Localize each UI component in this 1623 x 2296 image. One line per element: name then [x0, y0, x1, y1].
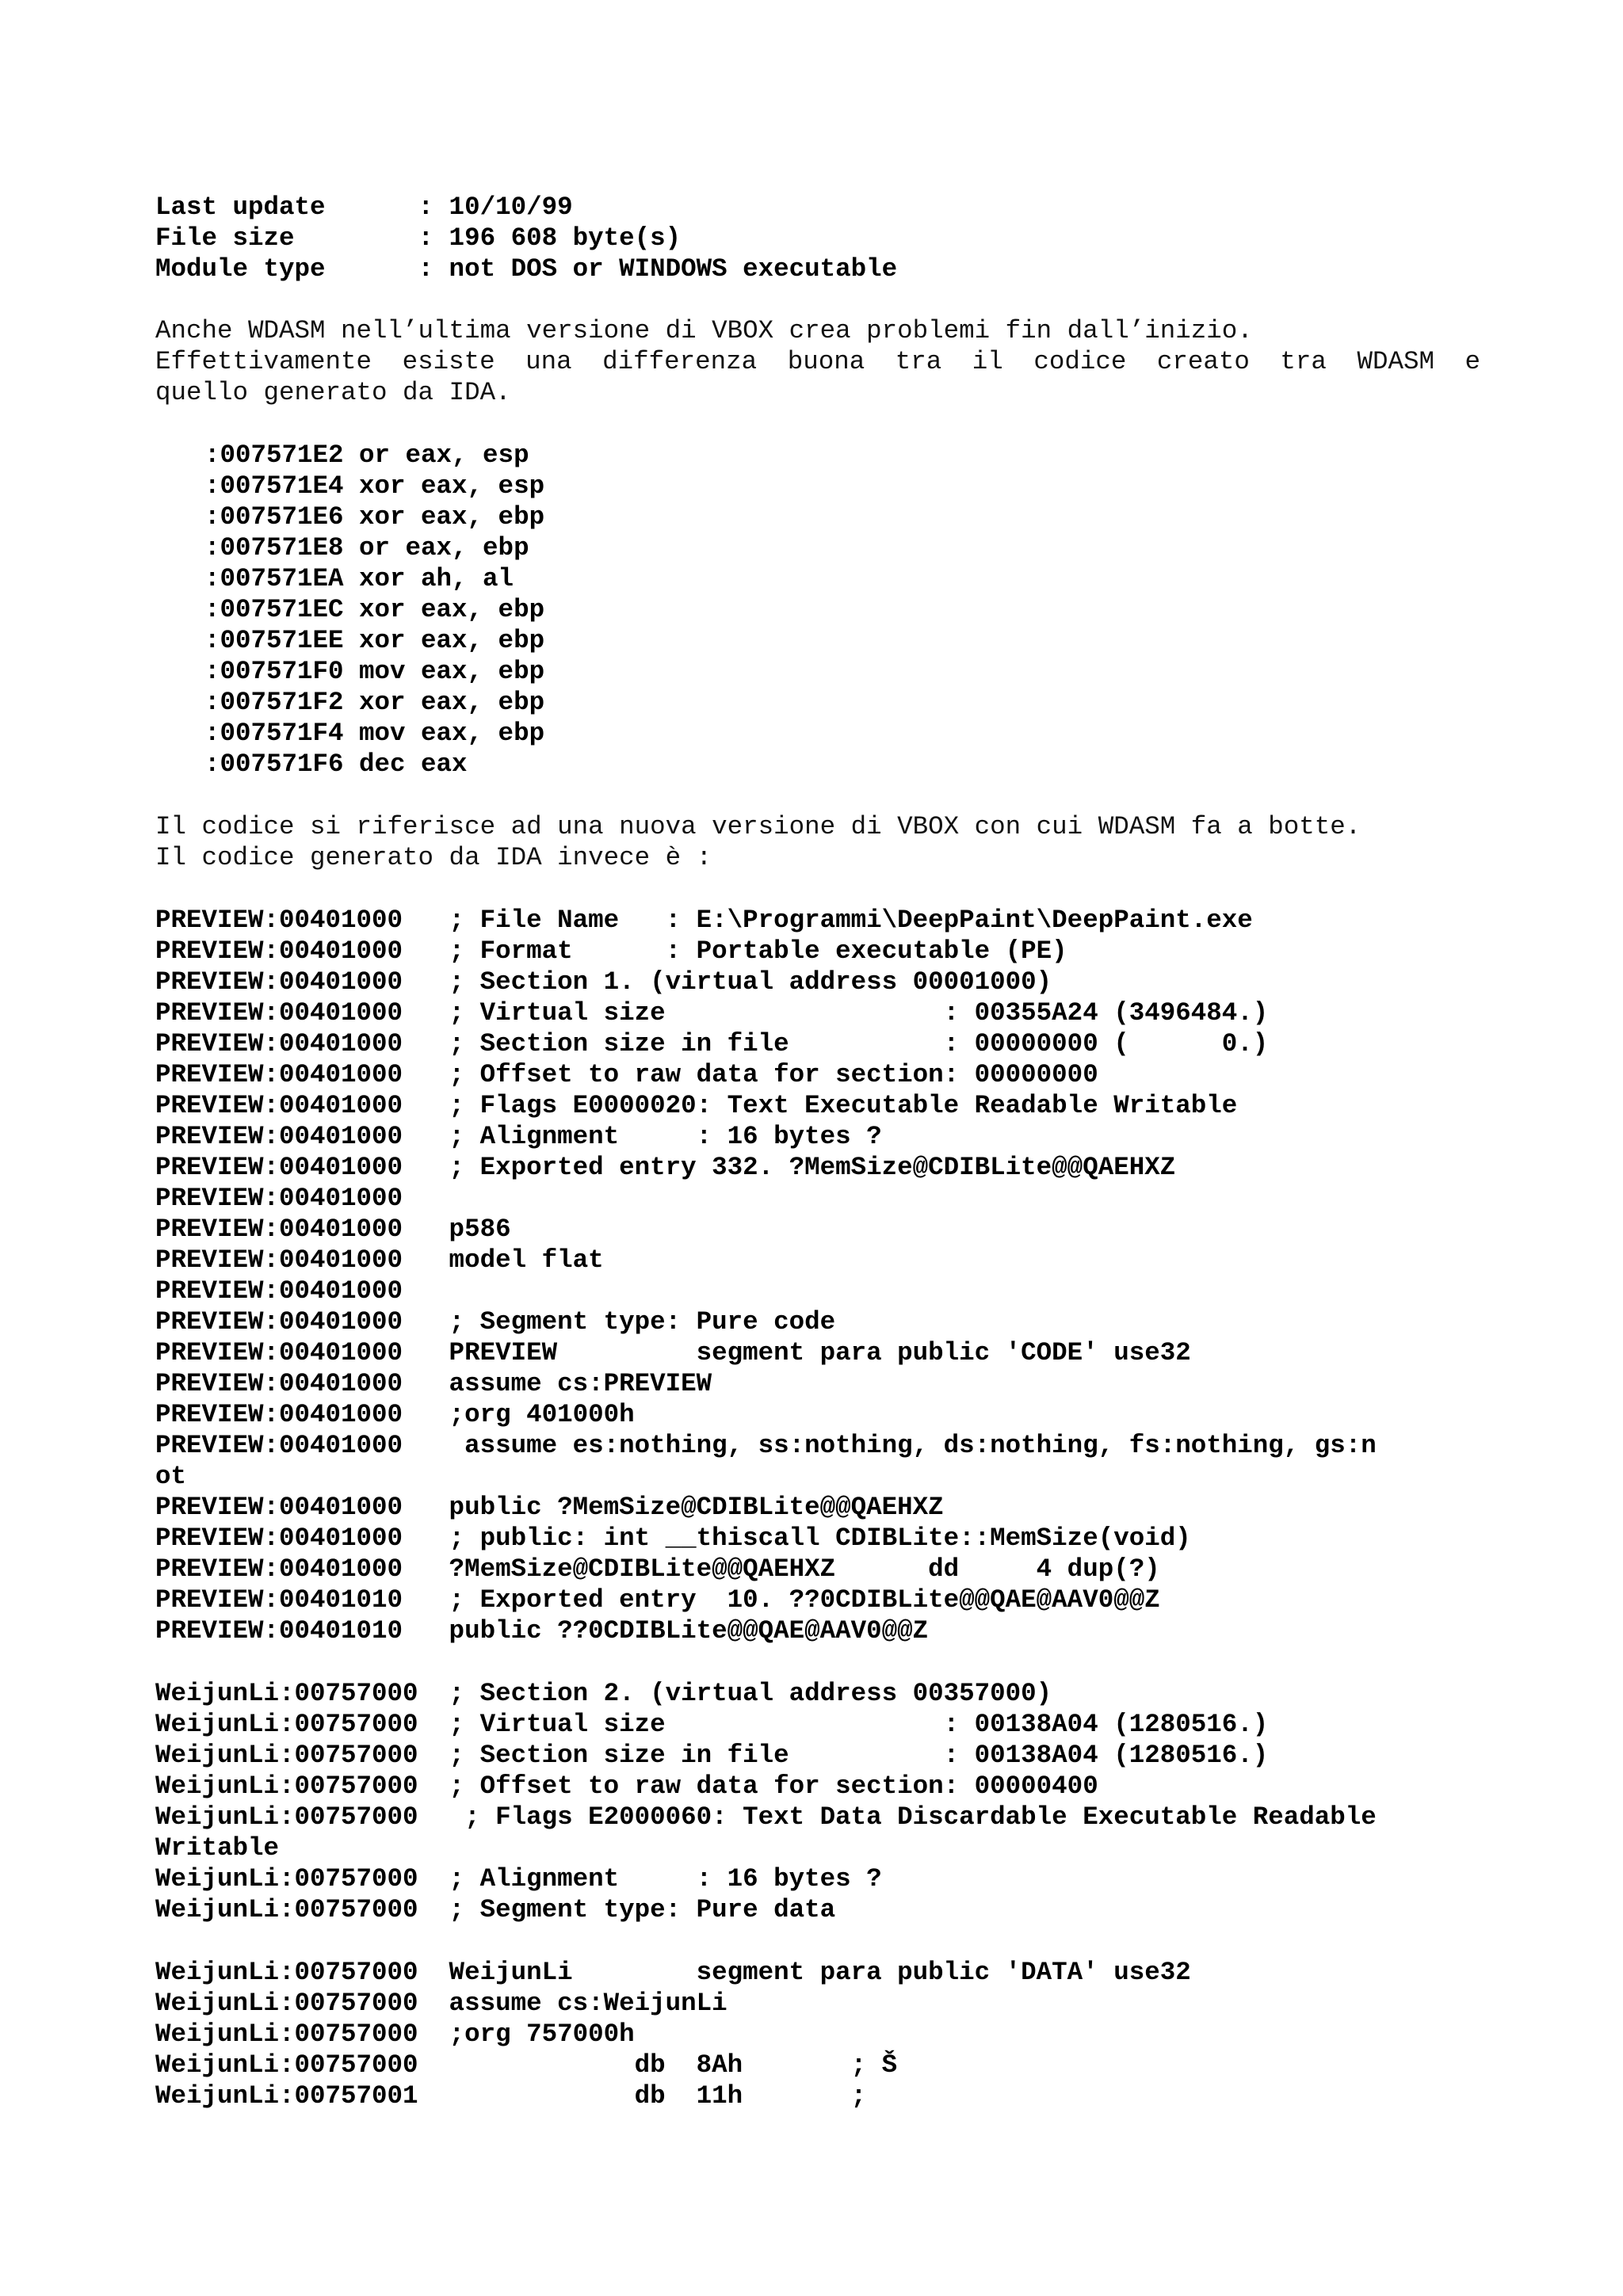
header-last-update: Last update : 10/10/99: [155, 193, 573, 222]
para1-word: tra: [895, 347, 942, 376]
ida-line: PREVIEW:00401000 ; Exported entry 332. ?MemSize@CDIBLite@@QAEHXZ: [155, 1153, 1176, 1182]
ida-line: PREVIEW:00401000: [155, 1276, 403, 1306]
para1-word: il: [972, 347, 1003, 376]
ida-line: WeijunLi:00757000 assume cs:WeijunLi: [155, 1989, 727, 2018]
para1-line3: quello generato da IDA.: [155, 378, 511, 407]
wdasm-line: :007571F0 mov eax, ebp: [204, 657, 545, 686]
para1-line2: [155, 346, 1480, 377]
para1-word: una: [525, 347, 572, 376]
ida-line: PREVIEW:00401000 ?MemSize@CDIBLite@@QAEHXZ dd 4 dup(?): [155, 1554, 1160, 1584]
wdasm-line: :007571E8 or eax, ebp: [204, 533, 529, 563]
ida-line: PREVIEW:00401000 public ?MemSize@CDIBLite@@QAEHXZ: [155, 1493, 944, 1522]
ida-line: PREVIEW:00401000: [155, 1184, 403, 1213]
ida-line: PREVIEW:00401000 ; File Name : E:\Programmi\DeepPaint\DeepPaint.exe: [155, 906, 1253, 935]
wdasm-line: :007571F4 mov eax, ebp: [204, 719, 545, 748]
ida-line: PREVIEW:00401000 assume cs:PREVIEW: [155, 1369, 712, 1398]
ida-line: PREVIEW:00401010 ; Exported entry 10. ??0CDIBLite@@QAE@AAV0@@Z: [155, 1585, 1160, 1615]
wdasm-line: :007571F6 dec eax: [204, 749, 468, 779]
ida-line: WeijunLi:00757000 ; Section 2. (virtual address 00357000): [155, 1679, 1052, 1708]
para1-word: esiste: [402, 347, 495, 376]
wdasm-line: :007571EC xor eax, ebp: [204, 595, 545, 624]
para1-word: Effettivamente: [155, 347, 372, 376]
ida-line: PREVIEW:00401000 p586: [155, 1215, 511, 1244]
wdasm-line: :007571EE xor eax, ebp: [204, 626, 545, 655]
ida-line: PREVIEW:00401010 public ??0CDIBLite@@QAE@AAV0@@Z: [155, 1616, 929, 1646]
ida-line: PREVIEW:00401000 ; Segment type: Pure code: [155, 1307, 836, 1337]
ida-line: WeijunLi:00757000 ; Alignment : 16 bytes ?: [155, 1864, 882, 1894]
ida-line: PREVIEW:00401000 PREVIEW segment para public 'CODE' use32: [155, 1338, 1191, 1367]
ida-line: WeijunLi:00757000 db 8Ah ; Š: [155, 2050, 898, 2080]
para1-word: creato: [1156, 347, 1250, 376]
ida-line: WeijunLi:00757000 ; Flags E2000060: Text Data Discardable Executable Readable: [155, 1802, 1377, 1832]
header-file-size: File size : 196 608 byte(s): [155, 223, 682, 253]
ida-line: PREVIEW:00401000 ; public: int __thiscall CDIBLite::MemSize(void): [155, 1524, 1191, 1553]
para1-line1: Anche WDASM nell’ultima versione di VBOX crea problemi fin dall’inizio.: [155, 316, 1253, 345]
ida-line: WeijunLi:00757000 ;org 757000h: [155, 2019, 635, 2049]
wdasm-line: :007571E6 xor eax, ebp: [204, 502, 545, 532]
para1-word: tra: [1280, 347, 1327, 376]
ida-line: PREVIEW:00401000 ; Virtual size : 00355A24 (3496484.): [155, 998, 1269, 1028]
ida-line: PREVIEW:00401000 assume es:nothing, ss:nothing, ds:nothing, fs:nothing, gs:n: [155, 1431, 1377, 1460]
ida-line: PREVIEW:00401000 ; Section 1. (virtual address 00001000): [155, 967, 1052, 997]
ida-line: PREVIEW:00401000 ; Flags E0000020: Text Executable Readable Writable: [155, 1091, 1238, 1120]
ida-line: WeijunLi:00757000 ; Section size in file : 00138A04 (1280516.): [155, 1741, 1269, 1770]
para1-word: buona: [787, 347, 865, 376]
para1-word: WDASM: [1357, 347, 1434, 376]
ida-line: WeijunLi:00757000 ; Segment type: Pure data: [155, 1895, 836, 1924]
ida-line: WeijunLi:00757001 db 11h ;: [155, 2081, 867, 2111]
ida-line: PREVIEW:00401000 ; Offset to raw data for section: 00000000: [155, 1060, 1098, 1089]
para1-word: differenza: [602, 347, 758, 376]
ida-line: PREVIEW:00401000 ; Format : Portable executable (PE): [155, 936, 1067, 966]
wdasm-line: :007571F2 xor eax, ebp: [204, 688, 545, 717]
ida-line: PREVIEW:00401000 ; Section size in file : 00000000 ( 0.): [155, 1029, 1269, 1058]
para1-word: e: [1465, 347, 1480, 376]
wdasm-line: :007571EA xor ah, al: [204, 564, 514, 593]
ida-line: ot: [155, 1462, 187, 1491]
ida-line: WeijunLi:00757000 WeijunLi segment para public 'DATA' use32: [155, 1958, 1191, 1987]
wdasm-line: :007571E4 xor eax, esp: [204, 471, 545, 501]
para2-line1: Il codice si riferisce ad una nuova versione di VBOX con cui WDASM fa a botte.: [155, 812, 1361, 841]
ida-line: WeijunLi:00757000 ; Offset to raw data for section: 00000400: [155, 1772, 1098, 1801]
para2-line2: Il codice generato da IDA invece è :: [155, 843, 712, 872]
para1-word: codice: [1033, 347, 1127, 376]
ida-line: Writable: [155, 1833, 280, 1863]
ida-line: PREVIEW:00401000 model flat: [155, 1245, 604, 1275]
ida-line: PREVIEW:00401000 ; Alignment : 16 bytes ?: [155, 1122, 882, 1151]
ida-line: PREVIEW:00401000 ;org 401000h: [155, 1400, 635, 1429]
ida-line: WeijunLi:00757000 ; Virtual size : 00138A04 (1280516.): [155, 1710, 1269, 1739]
wdasm-line: :007571E2 or eax, esp: [204, 441, 529, 470]
header-module-type: Module type : not DOS or WINDOWS executable: [155, 254, 898, 284]
